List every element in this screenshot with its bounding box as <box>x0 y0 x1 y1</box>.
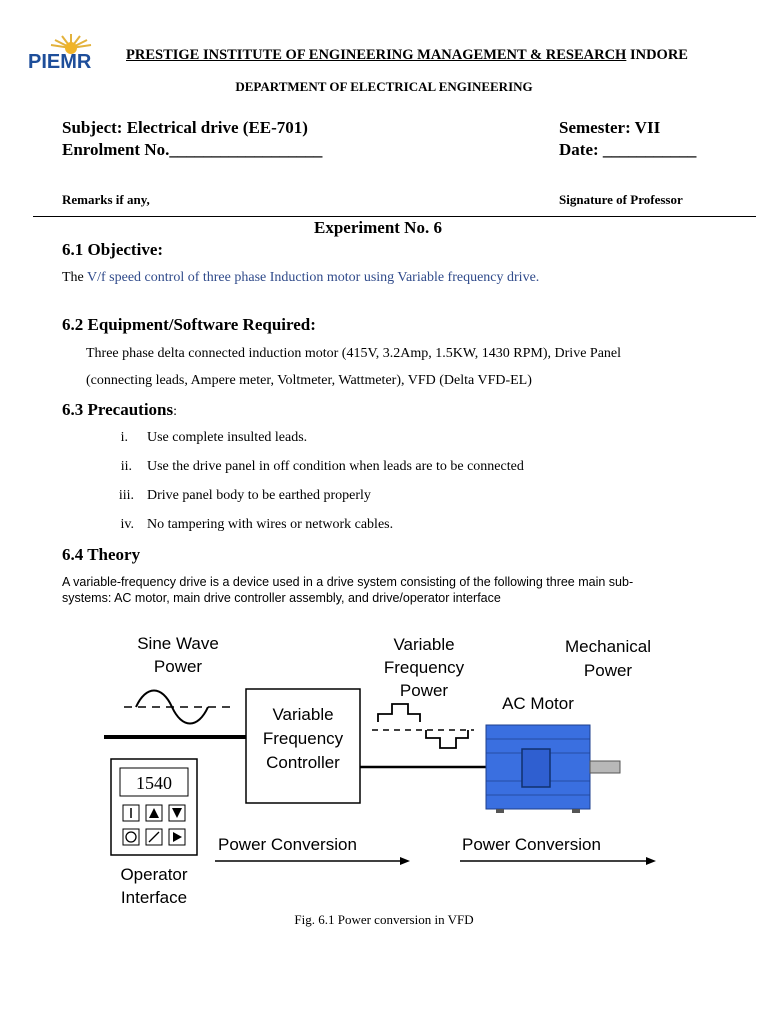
controller-label-1: Variable <box>272 705 334 724</box>
theory-heading: 6.4 Theory <box>62 545 141 564</box>
motor-foot-left <box>496 809 504 813</box>
controller-label-3: Controller <box>266 753 340 772</box>
precaution-text-4: No tampering with wires or network cables. <box>147 517 394 532</box>
mech-label-2: Power <box>583 661 633 680</box>
date-line: Date: ___________ <box>559 140 697 159</box>
motor-shaft <box>590 761 620 773</box>
precaution-num-3: iii. <box>118 488 134 503</box>
remarks-label: Remarks if any, <box>62 192 150 207</box>
vf-label-3: Power <box>399 681 449 700</box>
experiment-title: Experiment No. 6 <box>314 218 442 237</box>
equipment-line-1: Three phase delta connected induction motor (415V, 3.2Amp, 1.5KW, 1430 RPM), Drive Panel <box>86 346 622 361</box>
arrowhead-left <box>400 857 410 865</box>
institute-city: INDORE <box>629 47 688 63</box>
logo-text: PIEMR <box>28 51 92 72</box>
subject-line: Subject: Electrical drive (EE-701) <box>62 118 308 137</box>
institute-name: PRESTIGE INSTITUTE OF ENGINEERING MANAGEMENT & RESEARCH <box>126 47 627 63</box>
arrowhead-right <box>646 857 656 865</box>
equipment-heading: 6.2 Equipment/Software Required: <box>62 315 316 334</box>
controller-label-2: Frequency <box>262 729 344 748</box>
institute-header <box>126 47 688 64</box>
precaution-num-2: ii. <box>120 459 132 474</box>
semester-line: Semester: VII <box>559 118 661 137</box>
precaution-text-1: Use complete insulted leads. <box>147 430 308 445</box>
precautions-colon: : <box>173 404 178 419</box>
sine-label-2: Power <box>153 657 203 676</box>
header-divider <box>33 216 756 217</box>
precaution-num-4: iv. <box>120 517 134 532</box>
precautions-heading-wrap <box>62 400 177 420</box>
mech-label-1: Mechanical <box>565 637 651 656</box>
precaution-num-1: i. <box>120 430 128 445</box>
logo-graphic <box>26 30 116 72</box>
conversion-label-right: Power Conversion <box>462 835 601 854</box>
motor-terminal-box <box>522 749 550 787</box>
signature-label: Signature of Professor <box>559 192 683 207</box>
sine-label-1: Sine Wave <box>137 634 219 653</box>
institute-logo <box>26 30 116 72</box>
objective-prefix: The <box>62 270 88 285</box>
objective-body: V/f speed control of three phase Induction motor using Variable frequency drive. <box>87 270 540 285</box>
enrolment-line: Enrolment No.__________________ <box>62 140 323 159</box>
vf-label-1: Variable <box>393 635 455 654</box>
vfd-figure <box>100 625 680 910</box>
operator-label-1: Operator <box>120 865 188 884</box>
operator-label-2: Interface <box>120 888 188 907</box>
objective-text <box>62 270 539 286</box>
conversion-label-left: Power Conversion <box>218 835 357 854</box>
precautions-heading: 6.3 Precautions <box>62 400 174 419</box>
figure-caption: Fig. 6.1 Power conversion in VFD <box>294 912 474 927</box>
objective-heading: 6.1 Objective: <box>62 240 164 259</box>
square-wave <box>378 704 468 748</box>
precaution-text-3: Drive panel body to be earthed properly <box>147 488 371 503</box>
precaution-text-2: Use the drive panel in off condition when leads are to be connected <box>147 459 524 474</box>
department-title: DEPARTMENT OF ELECTRICAL ENGINEERING <box>235 79 533 94</box>
display-value: 1540 <box>136 773 172 793</box>
motor-foot-right <box>572 809 580 813</box>
vf-label-2: Frequency <box>383 658 465 677</box>
equipment-line-2: (connecting leads, Ampere meter, Voltmeter, Wattmeter), VFD (Delta VFD-EL) <box>86 373 532 388</box>
theory-text: A variable-frequency drive is a device used in a drive system consisting of the following three main sub-systems: AC motor, main drive controller assembly, and drive/operator interface <box>62 575 634 605</box>
ac-motor-label: AC Motor <box>502 694 574 713</box>
